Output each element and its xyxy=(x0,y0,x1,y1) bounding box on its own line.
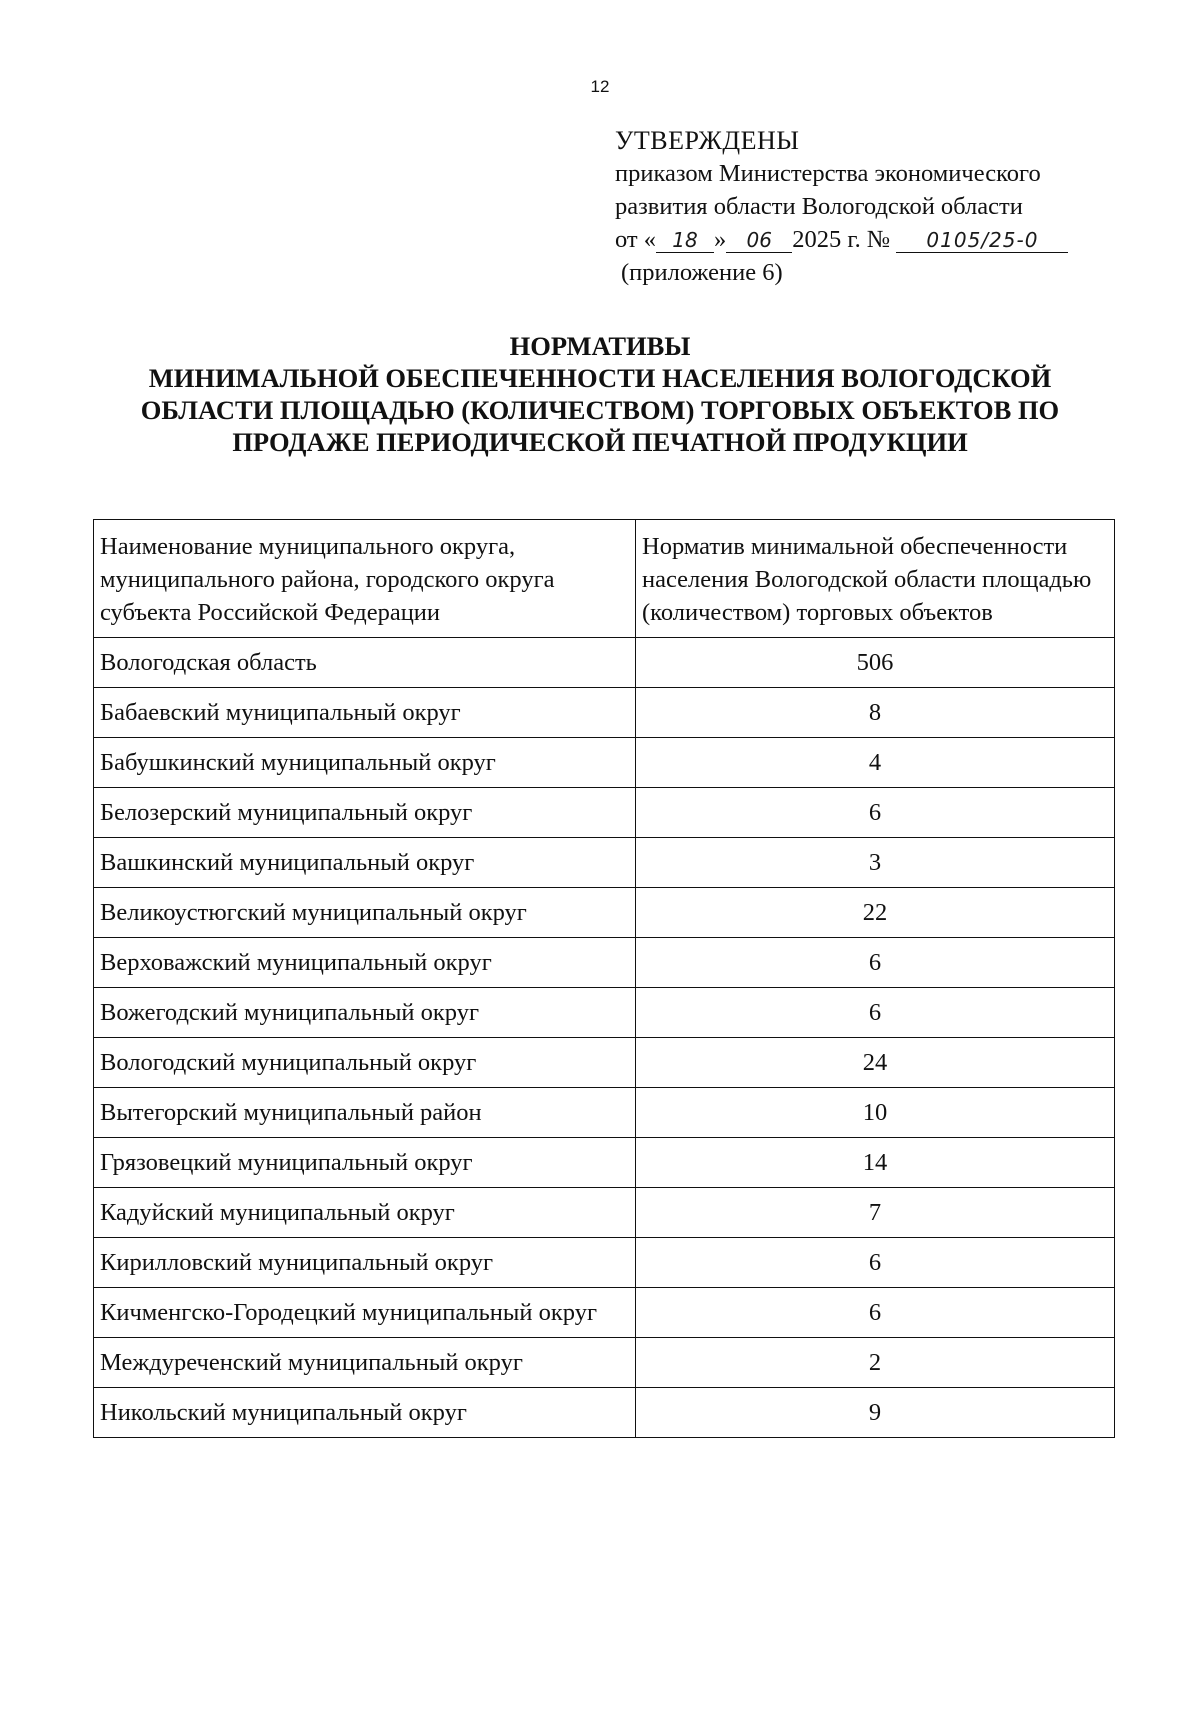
page-number: 12 xyxy=(590,77,610,96)
date-mid: » xyxy=(714,226,727,253)
table-row xyxy=(94,988,1115,1038)
table-body xyxy=(94,638,1115,1438)
table-row xyxy=(94,688,1115,738)
table-row xyxy=(94,738,1115,788)
title-line: ПРОДАЖЕ ПЕРИОДИЧЕСКОЙ ПЕЧАТНОЙ ПРОДУКЦИИ xyxy=(232,427,968,457)
table-row xyxy=(94,1238,1115,1288)
municipality-name-cell: Вытегорский муниципальный район xyxy=(94,1088,636,1138)
approval-line-1: приказом Министерства экономического xyxy=(615,160,1041,187)
approval-title: УТВЕРЖДЕНЫ xyxy=(615,126,800,155)
table-header-row xyxy=(94,520,1115,638)
municipality-name-cell: Вологодский муниципальный округ xyxy=(94,1038,636,1088)
norm-value-cell: 6 xyxy=(636,938,1115,988)
table-row xyxy=(94,938,1115,988)
norm-value-cell: 14 xyxy=(636,1138,1115,1188)
column-header-name: Наименование муниципального округа, муниципального района, городского округа субъекта Российской Федерации xyxy=(94,520,636,638)
municipality-name-cell: Кичменгско-Городецкий муниципальный округ xyxy=(94,1288,636,1338)
municipality-name-cell: Кадуйский муниципальный округ xyxy=(94,1188,636,1238)
municipality-name-cell: Бабаевский муниципальный округ xyxy=(94,688,636,738)
title-line: НОРМАТИВЫ xyxy=(509,331,691,361)
approval-block xyxy=(615,124,1175,289)
table-row xyxy=(94,788,1115,838)
title-line: ОБЛАСТИ ПЛОЩАДЬЮ (КОЛИЧЕСТВОМ) ТОРГОВЫХ ОБЪЕКТОВ ПО xyxy=(140,395,1060,425)
municipality-name-cell: Кирилловский муниципальный округ xyxy=(94,1238,636,1288)
norm-value-cell: 6 xyxy=(636,988,1115,1038)
norm-value-cell: 22 xyxy=(636,888,1115,938)
norm-value-cell: 3 xyxy=(636,838,1115,888)
municipality-name-cell: Вожегодский муниципальный округ xyxy=(94,988,636,1038)
date-month-handwritten: 06 xyxy=(726,228,792,253)
municipality-name-cell: Вашкинский муниципальный округ xyxy=(94,838,636,888)
norm-value-cell: 8 xyxy=(636,688,1115,738)
approval-line-2: развития области Вологодской области xyxy=(615,193,1023,220)
norm-value-cell: 10 xyxy=(636,1088,1115,1138)
date-day-handwritten: 18 xyxy=(656,228,714,253)
date-year: 2025 г. № xyxy=(792,226,891,253)
municipality-name-cell: Никольский муниципальный округ xyxy=(94,1388,636,1438)
approval-date-line xyxy=(615,223,1175,256)
title-line: МИНИМАЛЬНОЙ ОБЕСПЕЧЕННОСТИ НАСЕЛЕНИЯ ВОЛОГОДСКОЙ xyxy=(148,363,1052,393)
municipality-name-cell: Междуреченский муниципальный округ xyxy=(94,1338,636,1388)
municipality-name-cell: Верховажский муниципальный округ xyxy=(94,938,636,988)
table-row xyxy=(94,1388,1115,1438)
norm-value-cell: 7 xyxy=(636,1188,1115,1238)
norm-value-cell: 2 xyxy=(636,1338,1115,1388)
date-prefix: от « xyxy=(615,226,657,253)
table-row xyxy=(94,1288,1115,1338)
table-row xyxy=(94,1338,1115,1388)
norm-value-cell: 506 xyxy=(636,638,1115,688)
municipality-name-cell: Бабушкинский муниципальный округ xyxy=(94,738,636,788)
column-header-norm: Норматив минимальной обеспеченности населения Вологодской области площадью (количеством) торговых объектов xyxy=(636,520,1115,638)
table-row xyxy=(94,1038,1115,1088)
norm-value-cell: 6 xyxy=(636,788,1115,838)
table-row xyxy=(94,838,1115,888)
norm-value-cell: 4 xyxy=(636,738,1115,788)
municipality-name-cell: Вологодская область xyxy=(94,638,636,688)
table-row xyxy=(94,1188,1115,1238)
norm-value-cell: 6 xyxy=(636,1238,1115,1288)
norm-value-cell: 24 xyxy=(636,1038,1115,1088)
norm-value-cell: 6 xyxy=(636,1288,1115,1338)
document-title xyxy=(60,330,1140,458)
appendix-label: (приложение 6) xyxy=(621,259,783,286)
norms-table xyxy=(93,519,1115,1438)
municipality-name-cell: Белозерский муниципальный округ xyxy=(94,788,636,838)
order-number-handwritten: 0105/25-0 xyxy=(896,228,1068,253)
table-row xyxy=(94,1138,1115,1188)
table-row xyxy=(94,1088,1115,1138)
municipality-name-cell: Великоустюгский муниципальный округ xyxy=(94,888,636,938)
municipality-name-cell: Грязовецкий муниципальный округ xyxy=(94,1138,636,1188)
table-row xyxy=(94,888,1115,938)
table-row xyxy=(94,638,1115,688)
norm-value-cell: 9 xyxy=(636,1388,1115,1438)
